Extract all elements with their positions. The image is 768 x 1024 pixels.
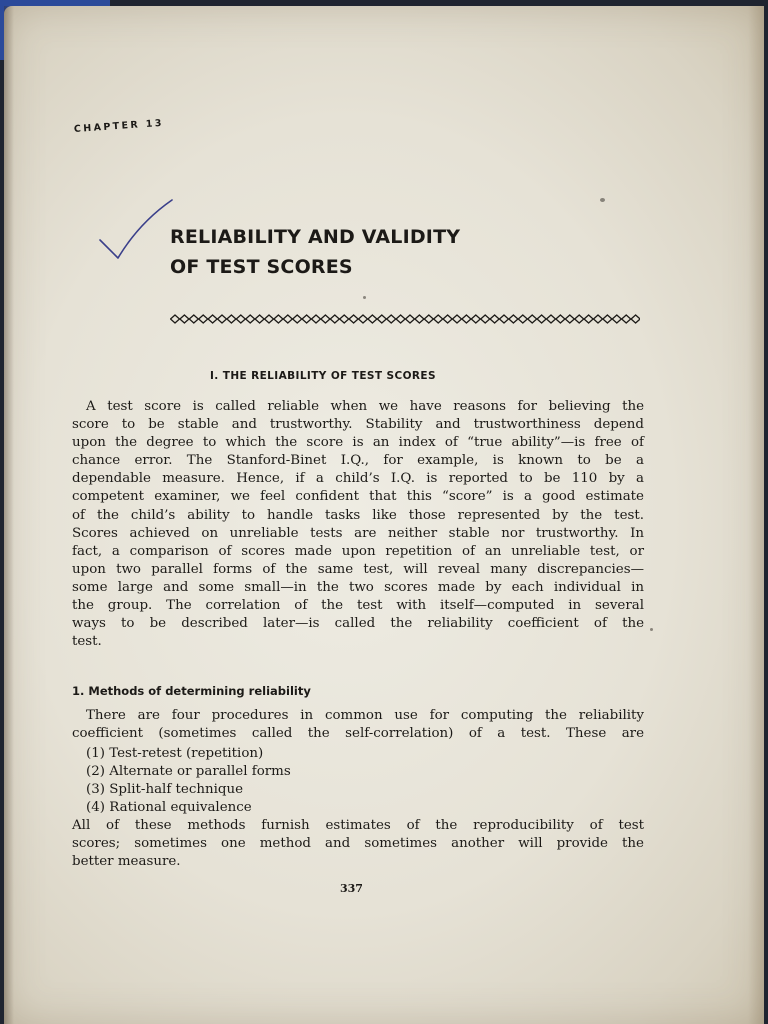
- ornament-diamond: [283, 315, 292, 323]
- ornament-diamond: [189, 315, 198, 323]
- ornament-diamond: [218, 315, 227, 323]
- section-heading: I. THE RELIABILITY OF TEST SCORES: [210, 370, 436, 382]
- paragraph-procedures-intro: [72, 707, 644, 743]
- ornament-diamond: [199, 315, 208, 323]
- text-line: upon the degree to which the score is an index of “true ability”—is free of: [72, 435, 644, 451]
- ornament-diamond: [537, 315, 546, 323]
- ornament-diamond: [180, 315, 189, 323]
- ornament-diamond: [208, 315, 217, 323]
- ink-speck: [650, 628, 653, 631]
- chapter-title-line-1: RELIABILITY AND VALIDITY: [170, 226, 461, 248]
- text-line: test.: [72, 634, 102, 650]
- ornamental-rule: [170, 312, 640, 326]
- text-line: There are four procedures in common use for computing the reliability: [86, 708, 644, 723]
- ornament-diamond: [349, 315, 358, 323]
- ornament-diamond: [321, 315, 330, 323]
- list-item: (1) Test-retest (repetition): [86, 746, 264, 761]
- paragraph-reliability-definition: [72, 398, 644, 651]
- ornament-diamond: [434, 315, 443, 323]
- ornament-diamond: [377, 315, 386, 323]
- ornament-diamond: [603, 315, 612, 323]
- handwritten-checkmark-icon: [96, 196, 176, 266]
- ink-speck: [600, 198, 605, 202]
- text-line: the group. The correlation of the test with itself—computed in several: [72, 598, 644, 614]
- ornament-diamond: [265, 315, 274, 323]
- ornament-diamond: [509, 315, 518, 323]
- ornament-diamond: [171, 315, 180, 323]
- ornament-diamond: [312, 315, 321, 323]
- page-gutter-shadow: [4, 6, 14, 1024]
- ornament-diamond: [415, 315, 424, 323]
- text-line: fact, a comparison of scores made upon repetition of an unreliable test, or: [72, 543, 644, 559]
- subheading-methods: 1. Methods of determining reliability: [72, 684, 311, 698]
- text-line: some large and some small—in the two scores made by each individual in: [72, 579, 644, 595]
- ornament-diamond: [471, 315, 480, 323]
- ornament-diamond: [556, 315, 565, 323]
- ornament-diamond: [443, 315, 452, 323]
- ornament-diamond: [547, 315, 556, 323]
- methods-list: [86, 745, 291, 817]
- ornament-diamond: [236, 315, 245, 323]
- ornament-diamond: [227, 315, 236, 323]
- text-line: upon two parallel forms of the same test, will reveal many discrepancies—: [72, 561, 644, 577]
- paragraph-estimates: [72, 817, 644, 871]
- text-line: A test score is called reliable when we have reasons for believing the: [86, 399, 644, 414]
- ornament-diamond: [622, 315, 631, 323]
- ornament-diamond: [565, 315, 574, 323]
- ornament-diamond: [490, 315, 499, 323]
- page-number: 337: [340, 882, 363, 895]
- ornament-diamond: [575, 315, 584, 323]
- text-line: score to be stable and trustworthy. Stability and trustworthiness depend: [72, 417, 644, 433]
- chapter-title: [170, 222, 460, 282]
- ornament-diamond: [396, 315, 405, 323]
- text-line: coefficient (sometimes called the self-correlation) of a test. These are: [72, 726, 644, 742]
- ornament-diamond: [462, 315, 471, 323]
- ornament-diamond: [302, 315, 311, 323]
- ornament-diamond: [500, 315, 509, 323]
- ornament-diamond: [594, 315, 603, 323]
- text-line: of the child’s ability to handle tasks like those represented by the test.: [72, 507, 644, 523]
- ornament-diamond: [406, 315, 415, 323]
- text-line: Scores achieved on unreliable tests are neither stable nor trustworthy. In: [72, 525, 644, 541]
- text-line: chance error. The Stanford-Binet I.Q., for example, is known to be a: [72, 453, 644, 469]
- ornament-diamond: [528, 315, 537, 323]
- text-line: ways to be described later—is called the reliability coefficient of the: [72, 616, 644, 632]
- chapter-title-line-2: OF TEST SCORES: [170, 256, 353, 278]
- ornament-diamond: [481, 315, 490, 323]
- ornament-diamond: [387, 315, 396, 323]
- text-line: All of these methods furnish estimates of the reproducibility of test: [72, 818, 644, 833]
- ornament-diamond: [330, 315, 339, 323]
- ornament-diamond: [246, 315, 255, 323]
- list-item: (2) Alternate or parallel forms: [86, 764, 291, 780]
- ornament-diamond: [340, 315, 349, 323]
- ornament-diamond: [584, 315, 593, 323]
- ink-speck: [363, 296, 366, 299]
- ornament-diamond: [368, 315, 377, 323]
- ornament-diamond: [255, 315, 264, 323]
- list-item: (4) Rational equivalence: [86, 800, 252, 816]
- text-line: scores; sometimes one method and sometimes another will provide the: [72, 836, 644, 852]
- ornament-diamond: [293, 315, 302, 323]
- ornament-diamond: [631, 315, 640, 323]
- text-line: competent examiner, we feel confident that this “score” is a good estimate: [72, 489, 644, 505]
- ornament-diamond: [518, 315, 527, 323]
- page-edge-shadow: [748, 6, 764, 1024]
- chapter-label: CHAPTER 13: [73, 117, 165, 135]
- text-line: dependable measure. Hence, if a child’s I.Q. is reported to be 110 by a: [72, 471, 644, 487]
- ornament-diamond: [359, 315, 368, 323]
- ornament-diamond: [453, 315, 462, 323]
- text-line: better measure.: [72, 854, 181, 870]
- ornament-diamond: [612, 315, 621, 323]
- list-item: (3) Split-half technique: [86, 782, 243, 798]
- ornament-diamond: [274, 315, 283, 323]
- ornament-diamond: [424, 315, 433, 323]
